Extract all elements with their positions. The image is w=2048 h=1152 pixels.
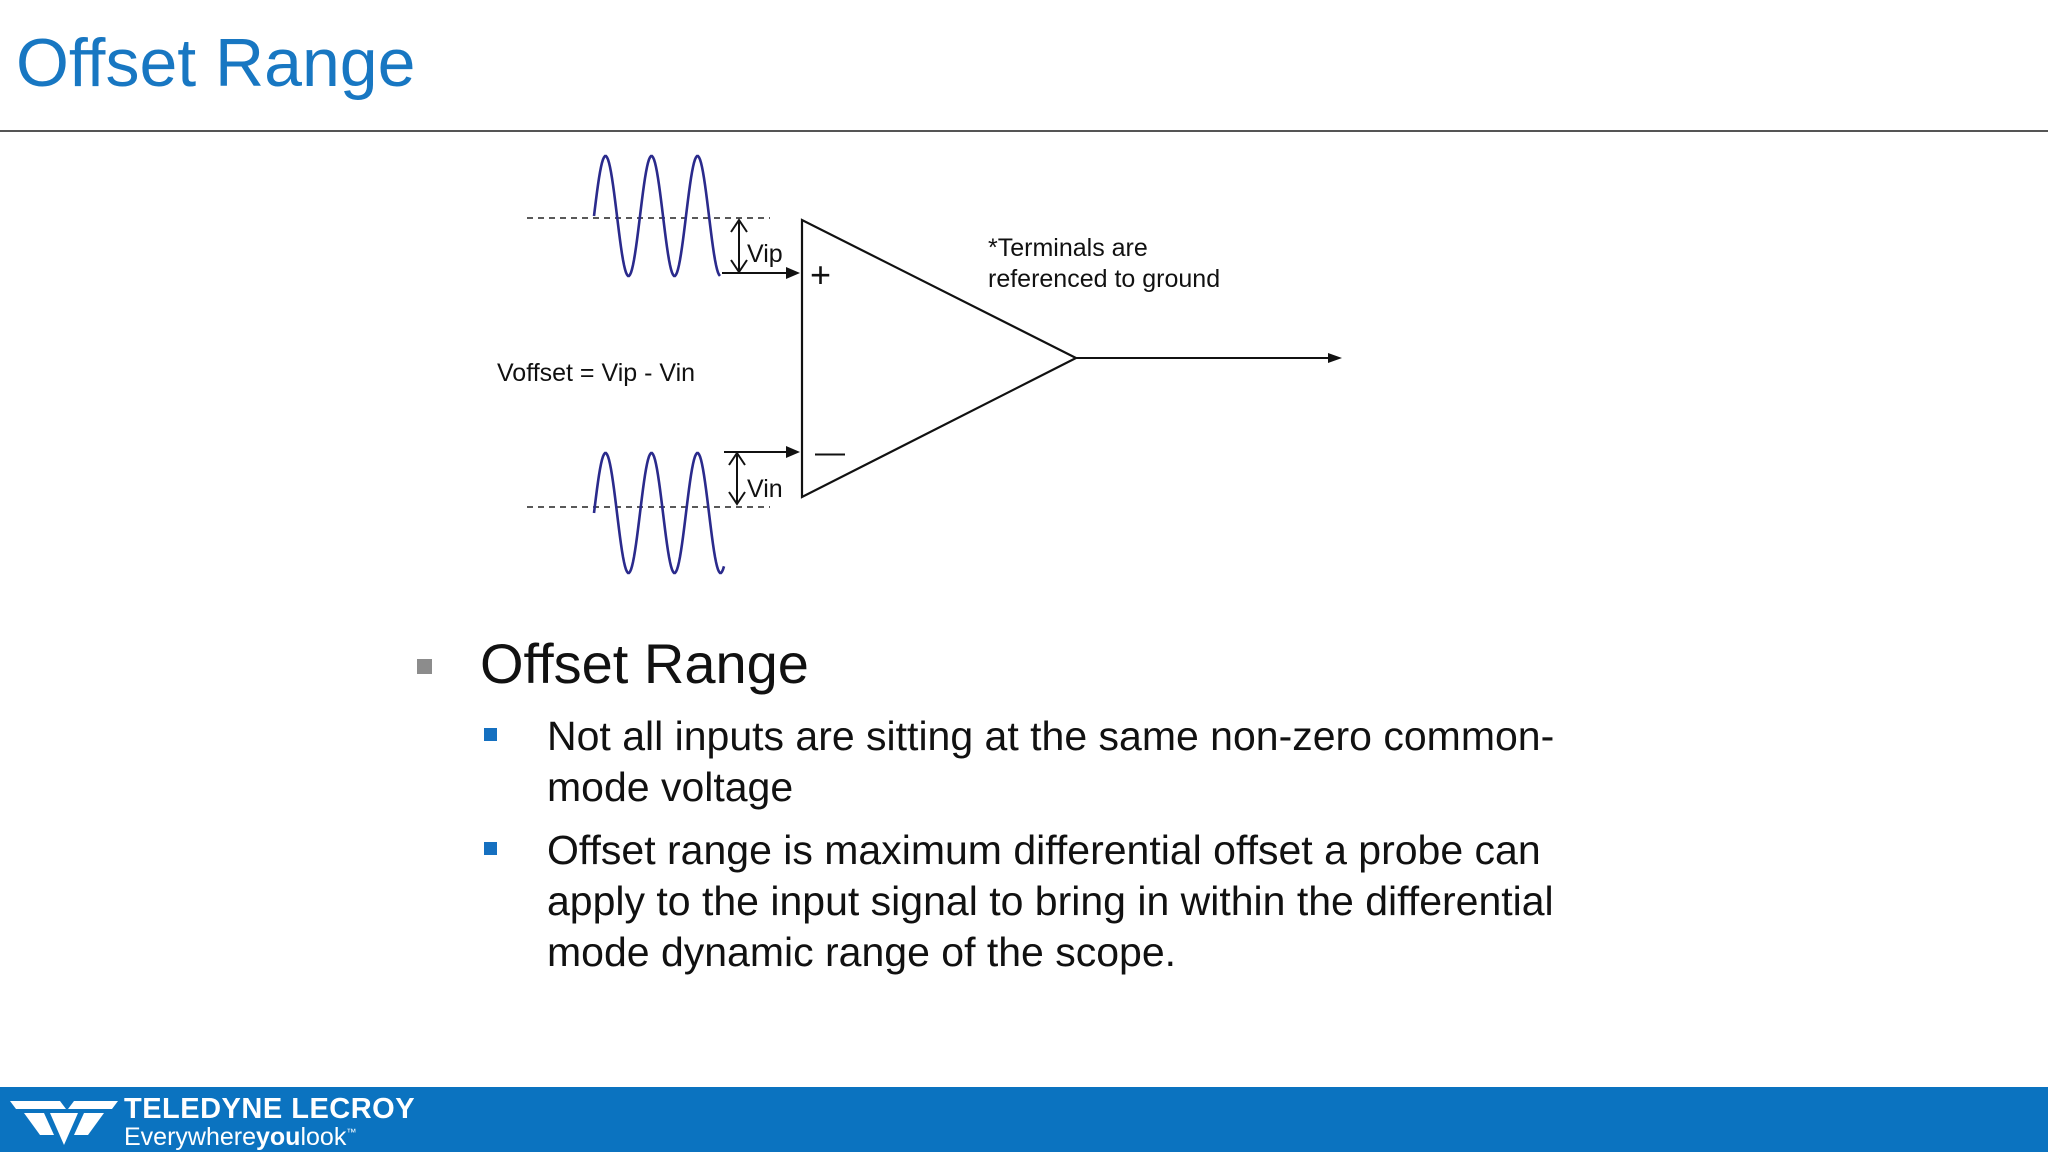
terminals-note-line2: referenced to ground <box>988 265 1221 293</box>
teledyne-logo-icon <box>10 1095 118 1145</box>
sub-bullet-1 <box>410 711 1670 813</box>
sub-bullet-2-line-3: mode dynamic range of the scope. <box>547 929 1177 976</box>
vin-sine-wave <box>594 453 724 573</box>
brand-tagline: Everywhereyoulook™ <box>124 1123 357 1151</box>
vip-input-arrowhead <box>786 267 800 279</box>
footer-bar <box>0 1087 2048 1152</box>
minus-sign: — <box>815 436 845 469</box>
bullet-square-icon <box>484 728 497 741</box>
output-arrowhead <box>1328 353 1342 363</box>
sub-bullet-2 <box>410 825 1670 978</box>
vip-sine-wave <box>594 156 720 276</box>
bullet-list <box>410 630 1670 990</box>
vin-input-arrowhead <box>786 446 800 458</box>
terminals-note-line1: *Terminals are <box>988 234 1148 262</box>
sub-bullet-2-line-1: Offset range is maximum differential offset a probe can <box>547 827 1541 874</box>
formula-label: Voffset = Vip - Vin <box>497 359 696 387</box>
bullet-square-icon <box>484 842 497 855</box>
bullet-square-icon <box>417 659 432 674</box>
bullet-main-text: Offset Range <box>480 632 809 695</box>
sub-bullet-2-line-2: apply to the input signal to bring in within the differential <box>547 878 1554 925</box>
plus-sign: + <box>810 254 832 295</box>
sub-bullet-1-line-2: mode voltage <box>547 764 794 811</box>
slide-title: Offset Range <box>16 25 416 101</box>
bullet-main <box>410 630 1670 697</box>
sub-bullet-1-line-1: Not all inputs are sitting at the same non-zero common- <box>547 713 1555 760</box>
vip-label: Vip <box>747 240 783 268</box>
vin-label: Vin <box>747 475 783 503</box>
brand-name: TELEDYNE LECROY <box>124 1093 416 1125</box>
